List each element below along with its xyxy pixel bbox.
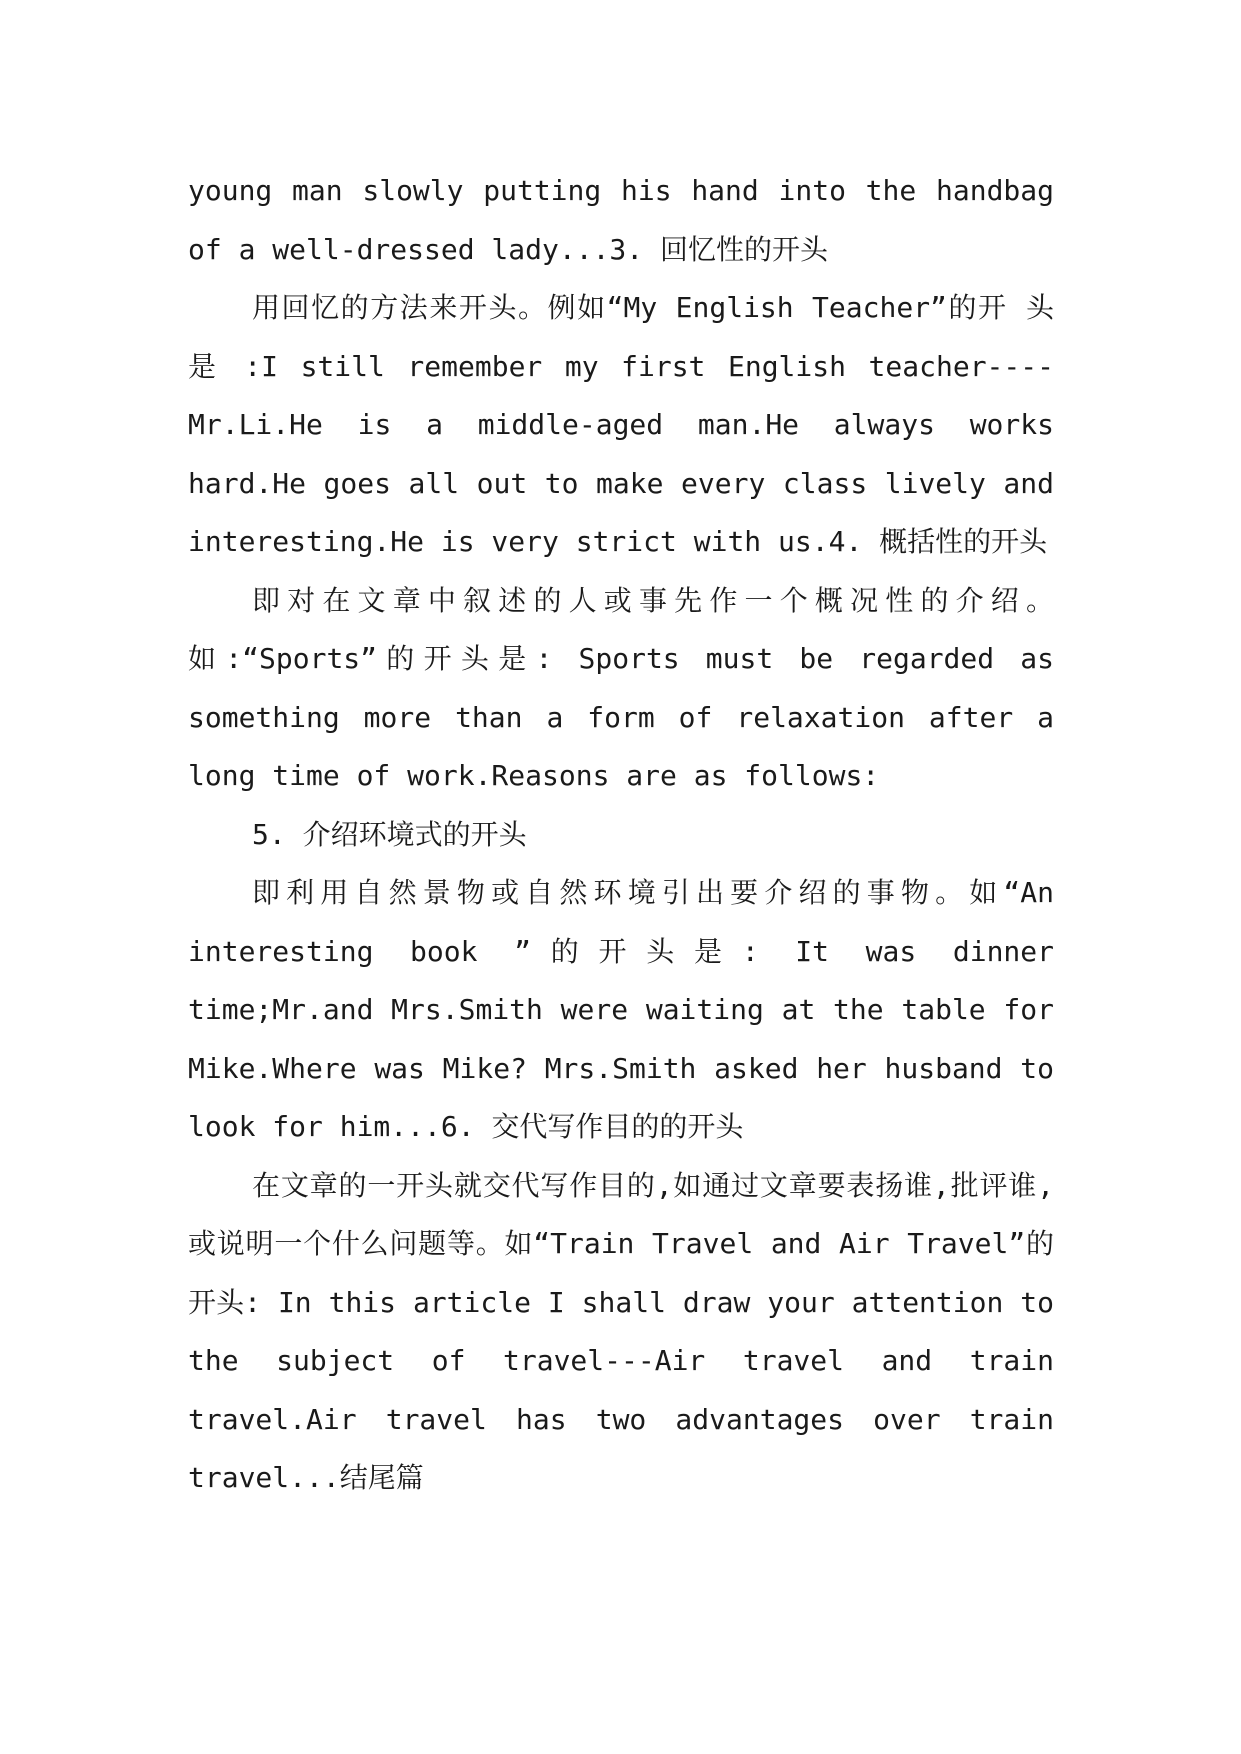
paragraph-recall-opening: 用回忆的方法来开头。例如“My English Teacher”的开 头 是 :I still remember my first English teacher----Mr.Li.He is a middle-aged man.He always works hard.He goes all out to make every class lively and interesting.He is very strict with us.4. 概括性的开头 — [188, 291, 1054, 558]
body-text — [188, 162, 1054, 1508]
paragraph-summary-opening: 即对在文章中叙述的人或事先作一个概况性的介绍。如:“Sports”的开头是: Sports must be regarded as something more than a form of relaxation after a long time of work.Reasons are as follows: — [188, 583, 1054, 792]
paragraph-environment-opening: 即利用自然景物或自然环境引出要介绍的事物。如“An interesting book ”的开头是: It was dinner time;Mr.and Mrs.Smith were waiting at the table for Mike.Where was Mike? Mrs.Smith asked her husband to look for him...6. 交代写作目的的开头 — [188, 876, 1054, 1143]
paragraph-purpose-opening: 在文章的一开头就交代写作目的,如通过文章要表扬谁,批评谁,或说明一个什么问题等。如“Train Travel and Air Travel”的开头: In this article I shall draw your attention to the subject of travel---Air travel and train travel.Air travel has two advantages over train travel...结尾篇 — [188, 1168, 1054, 1494]
paragraph-recall-intro-tail: young man slowly putting his hand into the handbag of a well-dressed lady...3. 回忆性的开头 — [188, 174, 1054, 266]
heading-environment-opening: 5. 介绍环境式的开头 — [252, 817, 527, 851]
